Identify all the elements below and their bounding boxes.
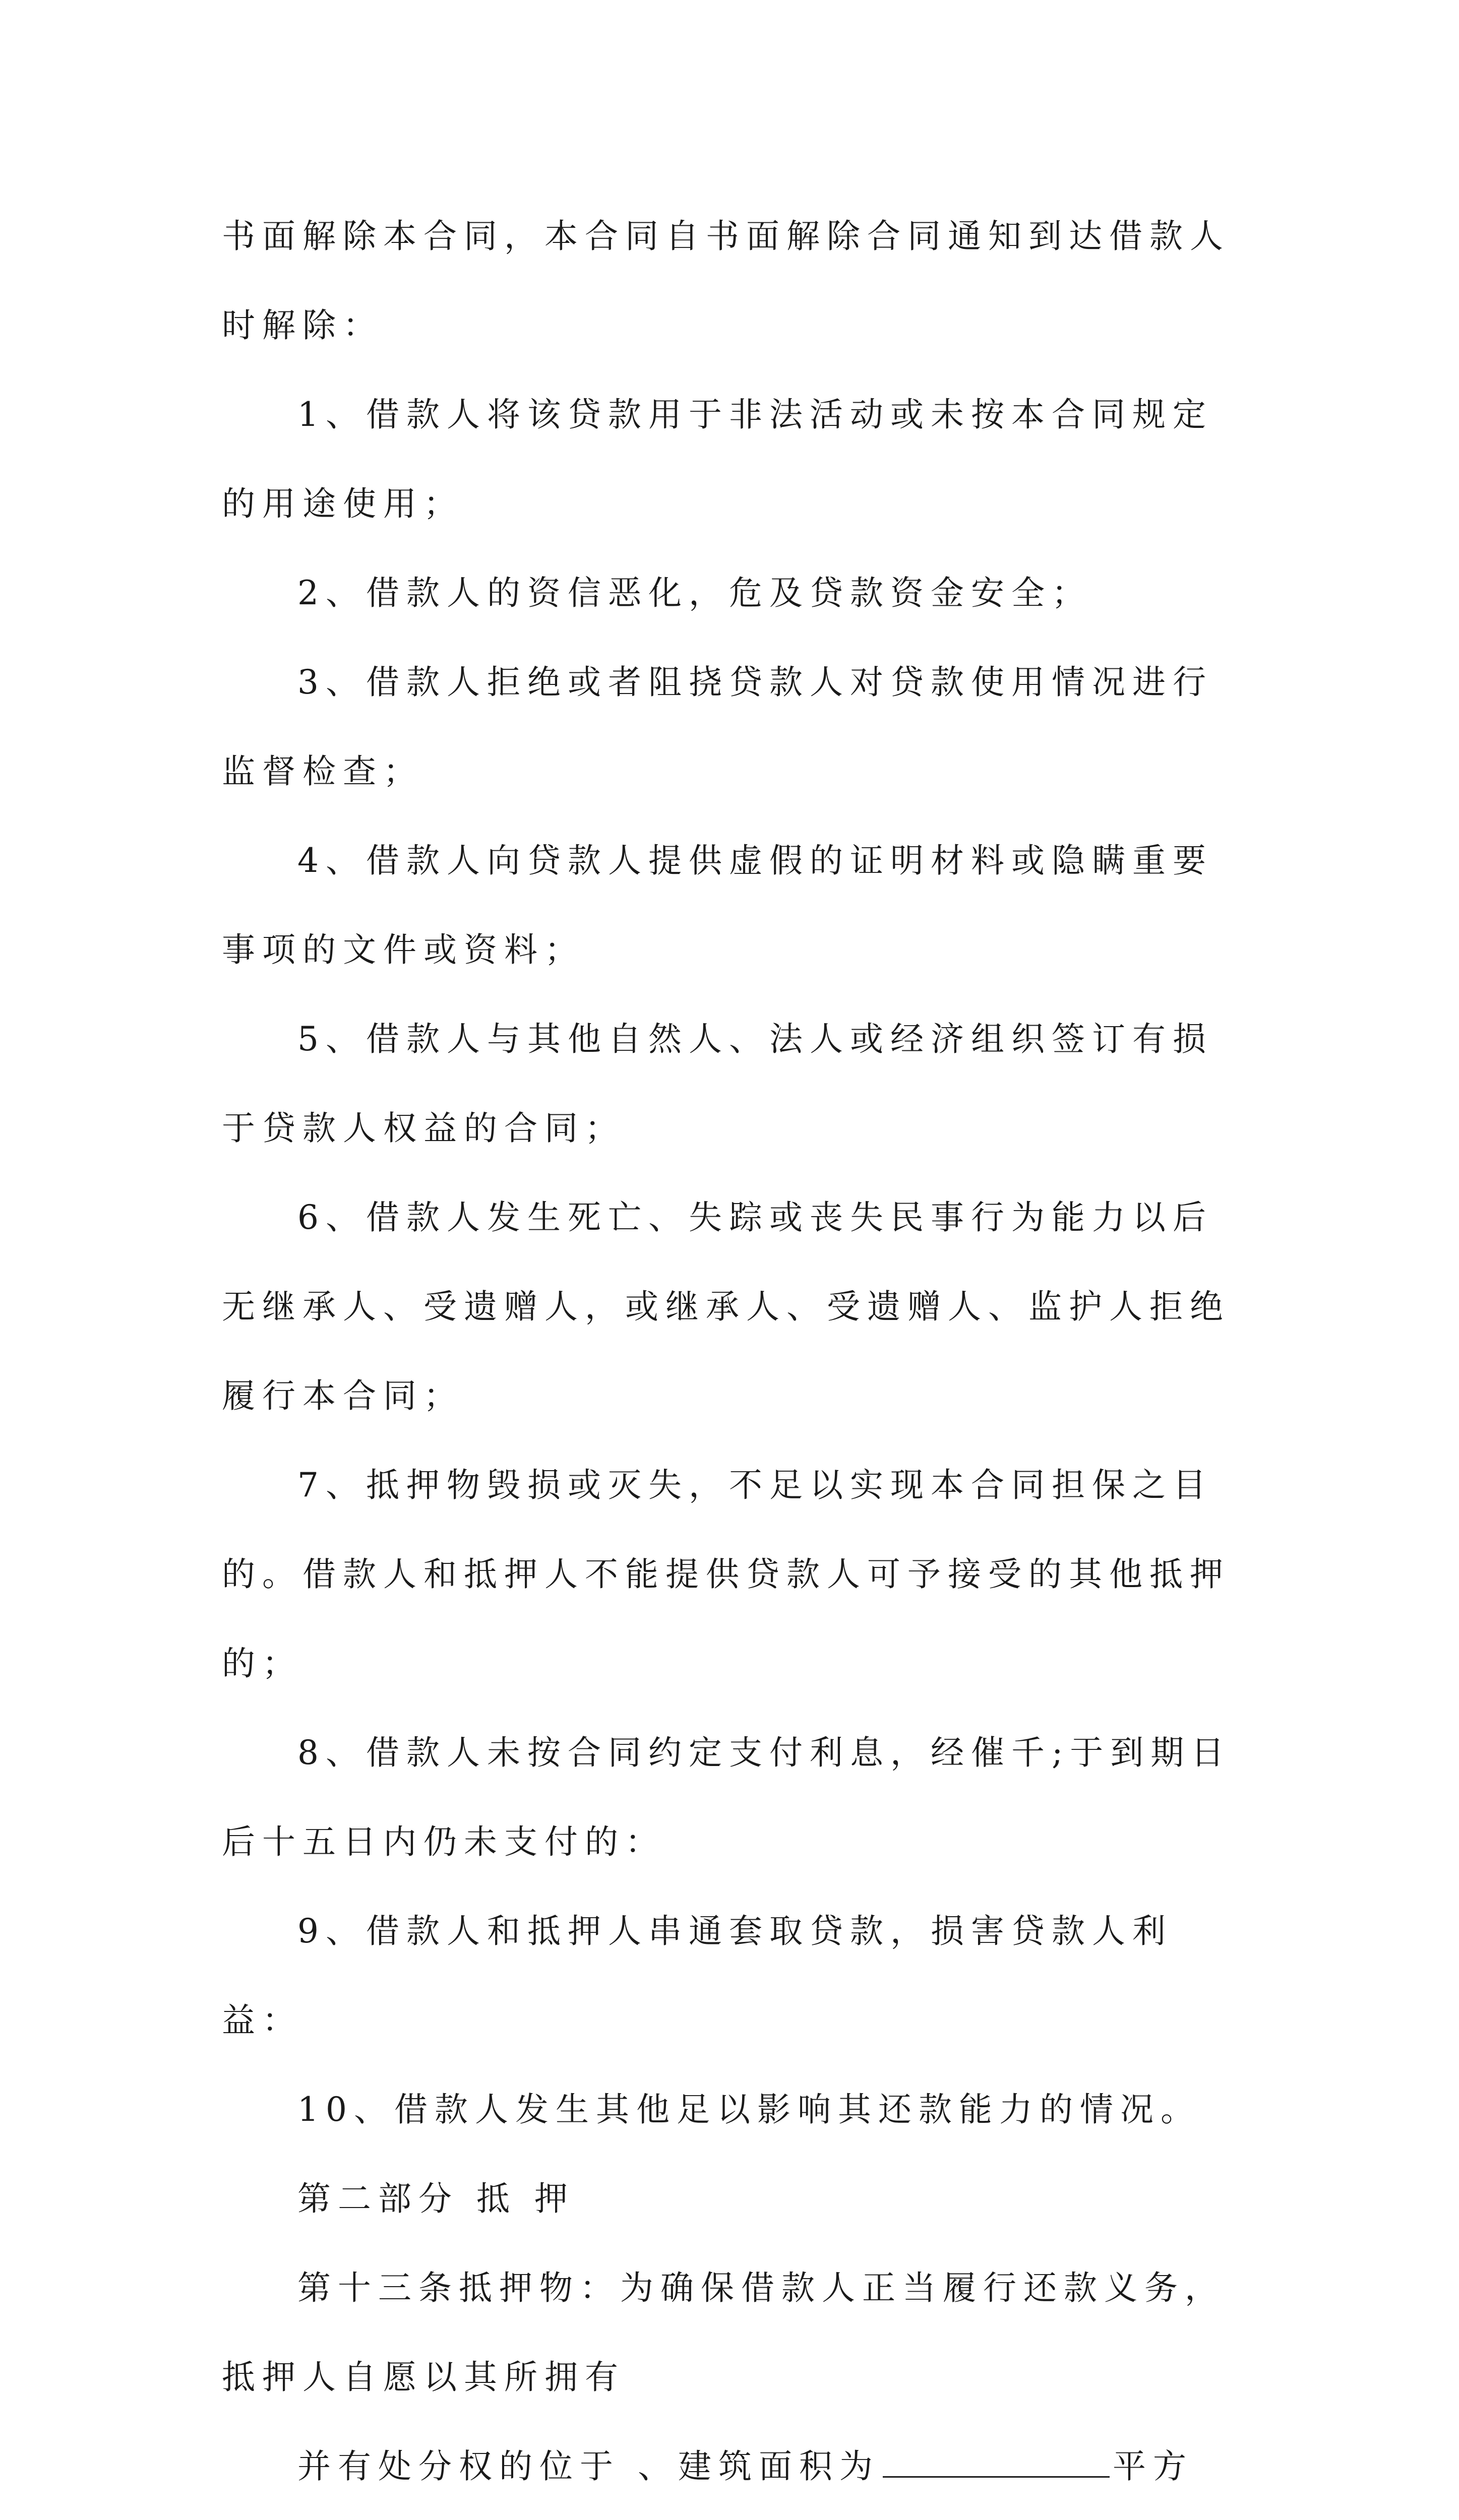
clause-item-5: 5、借款人与其他自然人、法人或经济组织签订有损于贷款人权益的合同； xyxy=(222,1020,1213,1148)
clause-item-3: 3、借款人拒绝或者阻挠贷款人对贷款使用情况进行监督检查； xyxy=(222,663,1213,791)
clause-item-2: 2、借款人的资信恶化，危及贷款资金安全； xyxy=(297,574,1092,612)
article-13-continuation xyxy=(222,2422,1250,2520)
clause-item-8: 8、借款人未按合同约定支付利息，经催千;于到期日后十五日内仍未支付的： xyxy=(222,1733,1232,1861)
section-heading: 第二部分 抵 押 xyxy=(297,2179,575,2218)
document-body xyxy=(222,192,1250,2520)
clause-item-1: 1、借款人将该贷款用于非法活动或未按本合同规定的用途使用； xyxy=(222,395,1213,523)
clause-item-4: 4、借款人向贷款人提供虚假的证明材料或隐瞒重要事项的文件或资料； xyxy=(222,841,1213,969)
clause-item-7: 7、抵押物毁损或灭失，不足以实现本合同担保之目的。借款人和抵押人不能提供贷款人可予接受的其他抵押的； xyxy=(222,1466,1230,1683)
article-13-text-after-blank: 平方 xyxy=(1112,2447,1193,2486)
article-13-text-before-blank: 并有处分权的位于 、建筑面积为 xyxy=(297,2447,880,2486)
paragraph-termination-intro: 书面解除本合同，本合同自书面解除合同通知到达借款人时解除： xyxy=(222,217,1230,345)
article-13: 第十三条抵押物：为确保借款人正当履行还款义务，抵押人自愿以其所拥有 xyxy=(222,2269,1225,2397)
clause-item-9: 9、借款人和抵押人串通套取贷款，损害贷款人利益： xyxy=(222,1912,1173,2040)
clause-item-10: 10、借款人发生其他足以影响其还款能力的情况。 xyxy=(297,2090,1201,2129)
clause-item-6: 6、借款人发生死亡、失踪或丧失民事行为能力以后无继承人、受遗赠人，或继承人、受遗赠人、监护人拒绝履行本合同； xyxy=(222,1198,1230,1415)
fill-in-blank-area xyxy=(883,2448,1110,2478)
